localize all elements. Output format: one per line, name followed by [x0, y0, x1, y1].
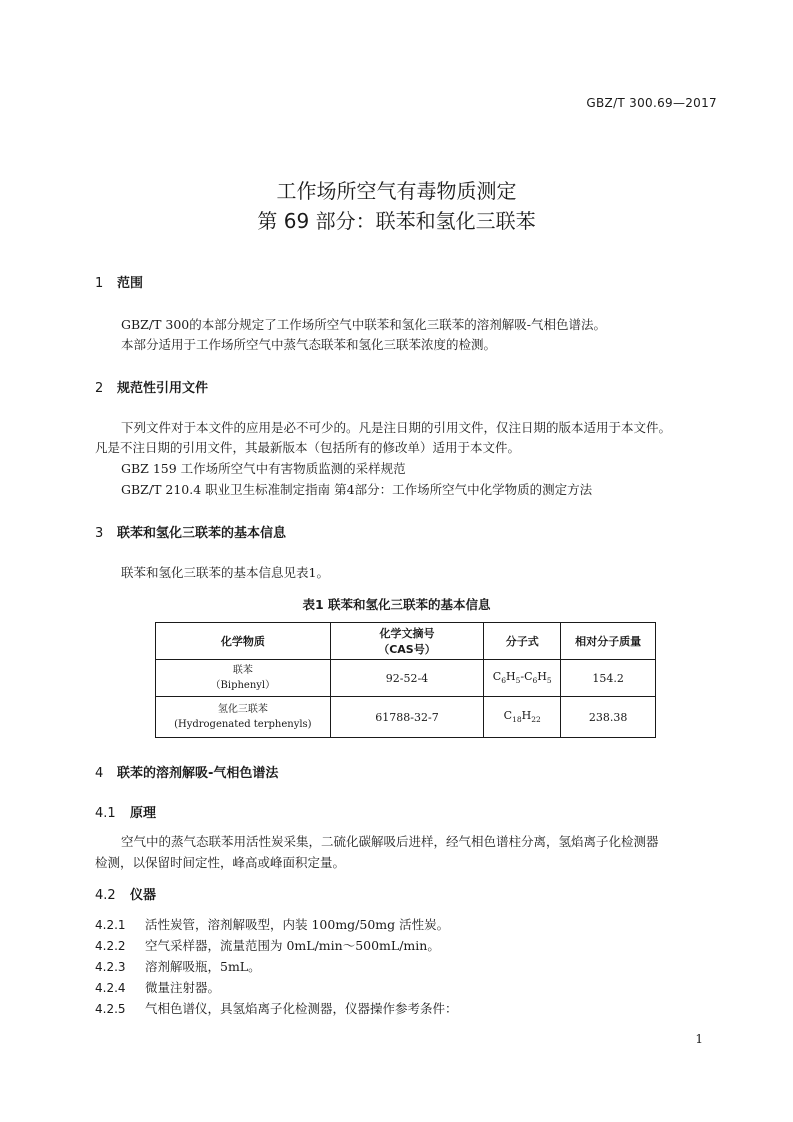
formula-subscript: 5: [515, 676, 521, 686]
item-number: 4.2.3: [95, 960, 126, 974]
list-item: [95, 999, 458, 1017]
section-4-1-heading: [95, 802, 156, 821]
section-2-paragraph-line-1: 下列文件对于本文件的应用是必不可少的。凡是注日期的引用文件，仅注日期的版本适用于本文件。: [121, 420, 672, 435]
formula-part: H: [537, 670, 547, 684]
list-item: [95, 915, 449, 933]
cell-cas: 61788-32-7: [330, 697, 484, 738]
section-number: 4: [95, 766, 104, 781]
table-row: [156, 697, 656, 738]
section-4-1-paragraph-line-2: 检测，以保留时间定性，峰高或峰面积定量。: [95, 855, 346, 870]
header-cas-number: [330, 623, 484, 660]
cell-cas: 92-52-4: [330, 660, 484, 697]
cell-mass: 154.2: [561, 660, 656, 697]
reference-gbzt-210-4: GBZ/T 210.4 职业卫生标准制定指南 第4部分：工作场所空气中化学物质的测定方法: [121, 482, 593, 497]
substance-english-name: （Biphenyl）: [210, 680, 276, 691]
formula-subscript: 6: [532, 676, 538, 686]
formula-subscript: 22: [531, 715, 541, 725]
table-header-row: [156, 623, 656, 660]
section-number: 4.1: [95, 806, 116, 821]
section-3-paragraph: 联苯和氢化三联苯的基本信息见表1。: [121, 565, 329, 580]
item-number: 4.2.2: [95, 939, 126, 953]
formula-subscript: 18: [512, 715, 522, 725]
section-3-heading: [95, 522, 286, 541]
item-text: 活性炭管，溶剂解吸型，内装 100mg/50mg 活性炭。: [145, 917, 450, 932]
list-item: [95, 936, 440, 954]
substance-name: 氢化三联苯: [217, 704, 268, 715]
standard-code: GBZ/T 300.69—2017: [586, 96, 717, 110]
basic-info-table: [155, 622, 656, 738]
section-4-heading: [95, 762, 278, 781]
substance-english-name: (Hydrogenated terphenyls): [174, 719, 312, 730]
header-cas-line-1: 化学文摘号: [379, 627, 435, 640]
substance-name: 联苯: [232, 665, 253, 676]
table-caption: 表1 联苯和氢化三联苯的基本信息: [302, 597, 491, 612]
header-molecular-formula: 分子式: [484, 623, 561, 660]
section-title: 原理: [130, 806, 157, 821]
section-title: 联苯和氢化三联苯的基本信息: [117, 526, 287, 541]
formula-part: C: [492, 670, 502, 684]
section-4-2-heading: [95, 884, 156, 903]
item-number: 4.2.1: [95, 918, 126, 932]
page-number: 1: [695, 1032, 703, 1046]
section-2-paragraph-line-2: 凡是不注日期的引用文件，其最新版本（包括所有的修改单）适用于本文件。: [95, 440, 521, 455]
reference-gbz-159: GBZ 159 工作场所空气中有害物质监测的采样规范: [121, 461, 406, 476]
cell-mass: 238.38: [561, 697, 656, 738]
header-chemical-substance: 化学物质: [156, 623, 331, 660]
list-item: [95, 978, 220, 996]
item-text: 气相色谱仪，具氢焰离子化检测器，仪器操作参考条件：: [145, 1001, 458, 1016]
formula-subscript: 5: [546, 676, 552, 686]
section-number: 2: [95, 381, 104, 396]
item-number: 4.2.4: [95, 981, 126, 995]
item-text: 空气采样器，流量范围为 0mL/min～500mL/min。: [145, 938, 440, 953]
table-row: [156, 660, 656, 697]
formula-part: H: [505, 670, 516, 684]
header-cas-line-2: （CAS号）: [378, 643, 436, 656]
section-title: 联苯的溶剂解吸-气相色谱法: [117, 766, 279, 781]
list-item: [95, 957, 261, 975]
section-title: 范围: [117, 276, 144, 291]
cell-formula: [484, 697, 561, 738]
formula-part: H: [521, 709, 532, 723]
section-1-paragraph-2: 本部分适用于工作场所空气中蒸气态联苯和氢化三联苯浓度的检测。: [121, 337, 497, 352]
cell-substance: [156, 660, 331, 697]
section-2-heading: [95, 377, 208, 396]
document-title: 工作场所空气有毒物质测定: [276, 179, 517, 203]
cell-substance: [156, 697, 331, 738]
item-text: 溶剂解吸瓶，5mL。: [145, 959, 261, 974]
section-1-heading: [95, 272, 143, 291]
section-4-1-paragraph-line-1: 空气中的蒸气态联苯用活性炭采集，二硫化碳解吸后进样，经气相色谱柱分离，氢焰离子化检测器: [121, 834, 659, 849]
section-1-paragraph-1: GBZ/T 300的本部分规定了工作场所空气中联苯和氢化三联苯的溶剂解吸-气相色谱法。: [121, 317, 606, 332]
item-text: 微量注射器。: [145, 980, 221, 995]
cell-formula: [484, 660, 561, 697]
formula-part: -C: [520, 670, 533, 684]
formula-part: C: [503, 709, 513, 723]
document-subtitle: 第 69 部分：联苯和氢化三联苯: [257, 209, 536, 233]
section-title: 仪器: [130, 888, 157, 903]
formula-subscript: 6: [501, 676, 506, 686]
section-number: 1: [95, 276, 104, 291]
section-number: 3: [95, 526, 104, 541]
item-number: 4.2.5: [95, 1002, 126, 1016]
section-title: 规范性引用文件: [117, 381, 209, 396]
header-molecular-mass: 相对分子质量: [561, 623, 656, 660]
section-number: 4.2: [95, 888, 116, 903]
